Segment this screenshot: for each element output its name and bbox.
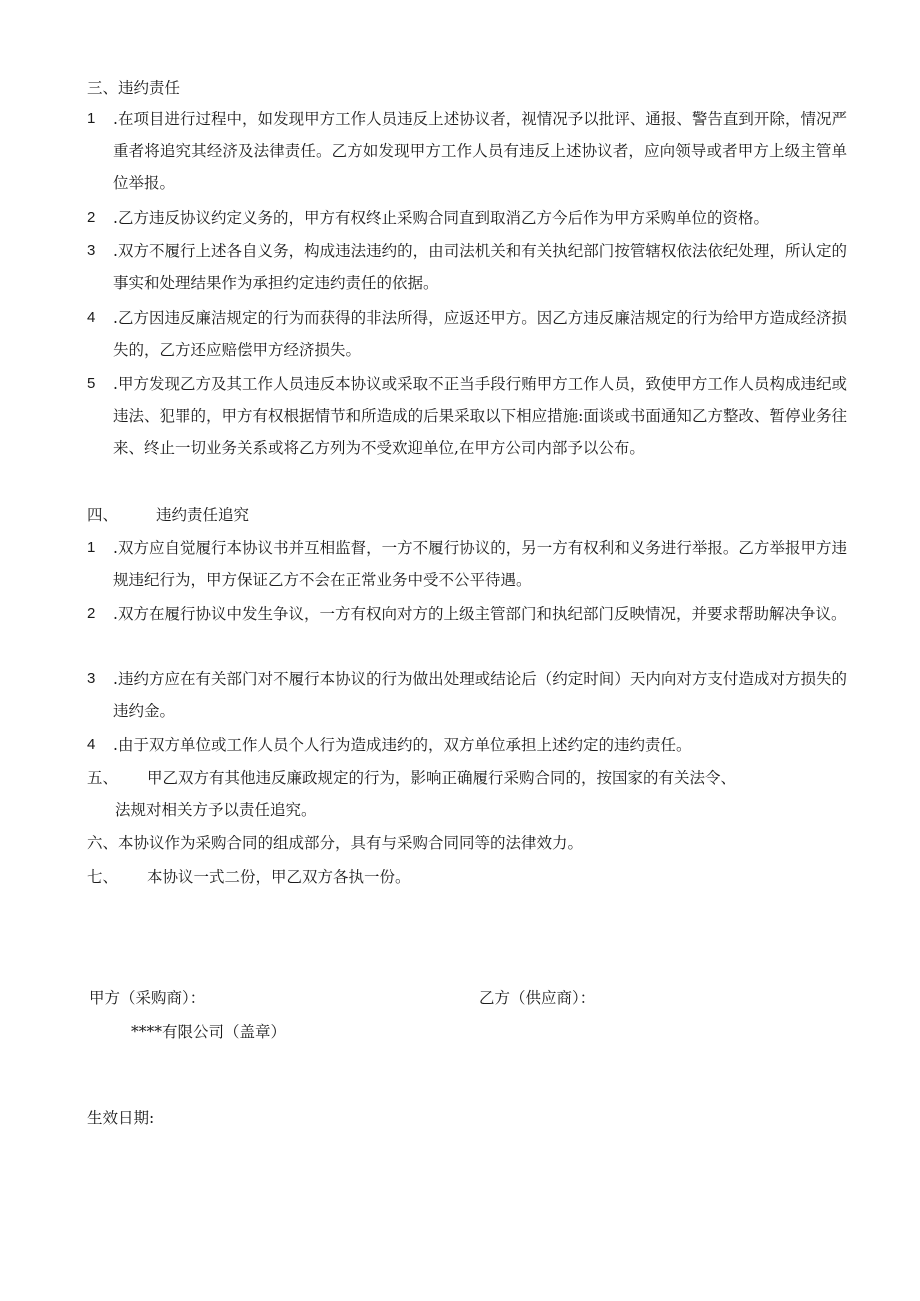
section-4-item-3	[87, 663, 847, 727]
section-4-prefix: 四、	[87, 506, 119, 524]
section-3-heading	[87, 78, 180, 98]
section-5-prefix: 五、	[87, 769, 119, 787]
section-4-item-2	[87, 598, 847, 630]
item-number: 3	[87, 670, 96, 687]
section-6	[87, 827, 807, 859]
item-text: . 由于双方单位或工作人员个人行为造成违约的，双方单位承担上述约定的违约责任。	[113, 729, 847, 761]
party-a-company-seal: ****有限公司（盖章）	[131, 1023, 287, 1041]
item-number: 3	[87, 242, 96, 259]
section-4-title: 违约责任追究	[156, 506, 250, 524]
section-3-item-1	[87, 103, 847, 199]
effective-date-label: 生效日期:	[87, 1109, 155, 1127]
section-3-item-5	[87, 368, 847, 464]
section-7-prefix: 七、	[87, 868, 119, 886]
item-text: . 双方不履行上述各自义务，构成违法违约的，由司法机关和有关执纪部门按管辖权依法依纪处理，所认定的事实和处理结果作为承担约定违约责任的依据。	[113, 235, 847, 299]
section-4-item-4	[87, 729, 847, 761]
item-number: 1	[87, 110, 96, 127]
item-text: . 在项目进行过程中，如发现甲方工作人员违反上述协议者，视情况予以批评、通报、警告直到开除，情况严重者将追究其经济及法律责任。乙方如发现甲方工作人员有违反上述协议者，应向领导或者甲方上级主管单位举报。	[113, 103, 847, 199]
item-text: . 双方在履行协议中发生争议，一方有权向对方的上级主管部门和执纪部门反映情况，并要求帮助解决争议。	[113, 598, 847, 630]
section-3-item-4	[87, 302, 847, 366]
item-text: . 乙方因违反廉洁规定的行为而获得的非法所得，应返还甲方。因乙方违反廉洁规定的行为给甲方造成经济损失的，乙方还应赔偿甲方经济损失。	[113, 302, 847, 366]
item-text: . 双方应自觉履行本协议书并互相监督，一方不履行协议的，另一方有权利和义务进行举报。乙方举报甲方违规违纪行为，甲方保证乙方不会在正常业务中受不公平待遇。	[113, 532, 847, 596]
section-7-text: 本协议一式二份，甲乙双方各执一份。	[147, 868, 411, 886]
section-3-item-2	[87, 202, 847, 234]
item-number: 4	[87, 736, 96, 753]
section-5	[87, 762, 807, 826]
item-text: . 违约方应在有关部门对不履行本协议的行为做出处理或结论后（约定时间）天内向对方支付造成对方损失的违约金。	[113, 663, 847, 727]
item-number: 2	[87, 209, 96, 226]
party-b-label: 乙方（供应商）：	[479, 989, 596, 1007]
section-5-line-1: 甲乙双方有其他违反廉政规定的行为，影响正确履行采购合同的，按国家的有关法令、	[147, 769, 737, 787]
item-number: 5	[87, 375, 96, 392]
section-3-title: 三、违约责任	[87, 79, 181, 97]
section-6-text: 六、本协议作为采购合同的组成部分，具有与采购合同同等的法律效力。	[87, 834, 584, 852]
section-4-item-1	[87, 532, 847, 596]
item-number: 1	[87, 539, 96, 556]
section-3-item-3	[87, 235, 847, 299]
item-text: . 乙方违反协议约定义务的，甲方有权终止采购合同直到取消乙方今后作为甲方采购单位的资格。	[113, 202, 847, 234]
item-number: 2	[87, 605, 96, 622]
party-a-label: 甲方（采购商）：	[89, 989, 206, 1007]
item-number: 4	[87, 309, 96, 326]
item-text: . 甲方发现乙方及其工作人员违反本协议或采取不正当手段行贿甲方工作人员，致使甲方工作人员构成违纪或违法、犯罪的，甲方有权根据情节和所造成的后果采取以下相应措施:面谈或书面通知乙方整改、暂停业务往来、终止一切业务关系或将乙方列为不受欢迎单位,在甲方公司内部予以公布。	[113, 368, 847, 464]
section-4-heading	[87, 505, 249, 525]
section-7	[87, 861, 807, 893]
section-5-line-2: 法规对相关方予以责任追究。	[115, 801, 317, 819]
